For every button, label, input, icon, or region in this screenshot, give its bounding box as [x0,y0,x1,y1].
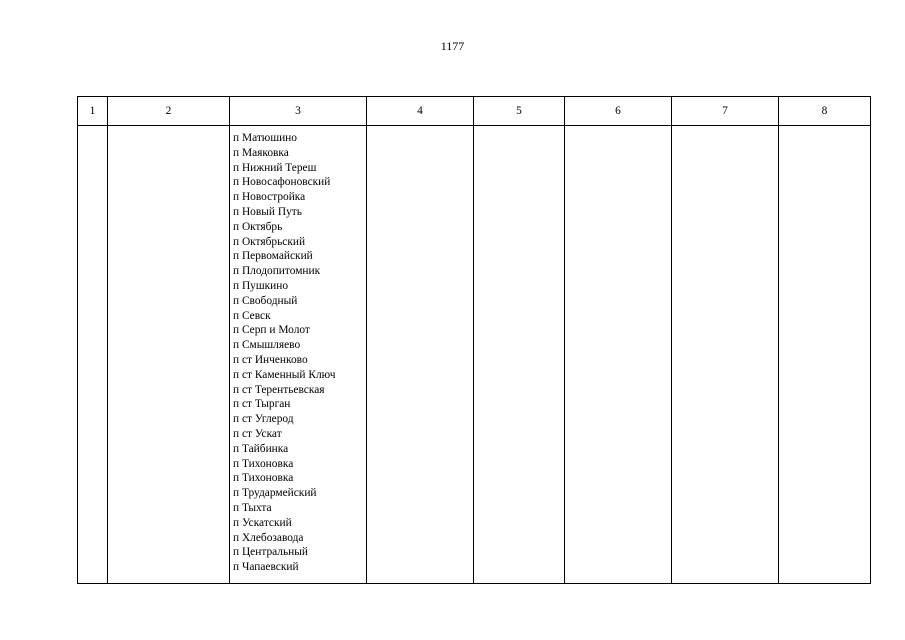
list-item: п Центральный [233,546,309,559]
list-item: п Пушкино [233,279,289,292]
cell-col6 [565,126,672,584]
settlement-list [230,126,366,575]
list-item: п Плодопитомник [233,265,321,278]
column-header-8: 8 [779,97,871,126]
column-header-7: 7 [672,97,779,126]
list-item: п Смышляево [233,339,301,352]
cell-col7 [672,126,779,584]
list-item: п Тыхта [233,501,272,514]
list-item: п Чапаевский [233,561,299,574]
list-item: п Тихоновка [233,472,294,485]
list-item: п Тихоновка [233,457,294,470]
cell-col8 [779,126,871,584]
list-item: п ст Углерод [233,413,294,426]
column-header-3: 3 [230,97,367,126]
list-item: п Севск [233,309,271,322]
list-item: п ст Ускат [233,427,282,440]
list-item: п Нижний Тереш [233,161,317,174]
list-item: п Октябрьский [233,235,306,248]
list-item: п Свободный [233,294,298,307]
column-header-2: 2 [108,97,230,126]
list-item: п ст Каменный Ключ [233,368,336,381]
list-item: п ст Тырган [233,398,291,411]
list-item: п Трудармейский [233,487,317,500]
table-row [78,126,871,584]
list-item: п Новостройка [233,191,306,204]
list-item: п Маяковка [233,146,289,159]
list-item: п Ускатский [233,516,292,529]
cell-col4 [367,126,474,584]
column-header-4: 4 [367,97,474,126]
column-header-1: 1 [78,97,108,126]
list-item: п Новосафоновский [233,176,331,189]
list-item: п Тайбинка [233,442,289,455]
page-number: 1177 [440,39,465,53]
cell-col2 [108,126,230,584]
column-header-6: 6 [565,97,672,126]
list-item: п ст Инченково [233,353,308,366]
list-item: п Первомайский [233,250,313,263]
list-item: п ст Терентьевская [233,383,325,396]
list-item: п Хлебозавода [233,531,304,544]
list-item: п Серп и Молот [233,324,310,337]
settlements-table [77,96,871,584]
cell-col5 [474,126,565,584]
list-item: п Матюшино [233,132,297,144]
cell-col1 [78,126,108,584]
column-header-5: 5 [474,97,565,126]
list-item: п Октябрь [233,220,283,233]
list-item: п Новый Путь [233,205,302,218]
cell-col3 [230,126,367,584]
table-header-row [78,97,871,126]
